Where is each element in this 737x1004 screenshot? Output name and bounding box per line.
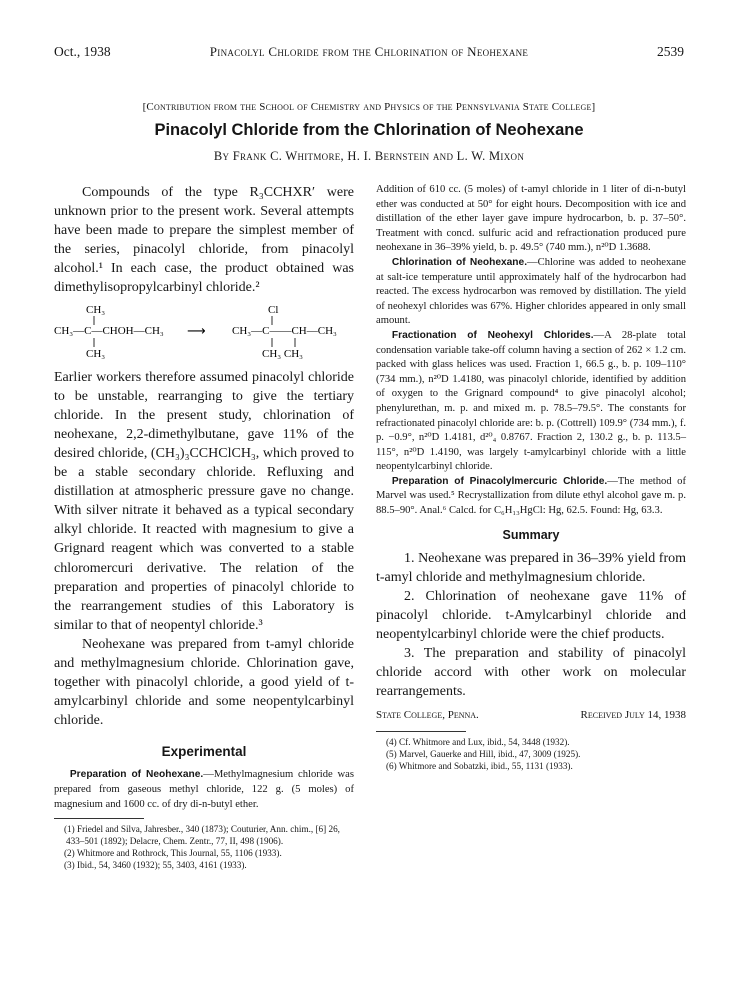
chlorination-paragraph — [376, 256, 686, 329]
discussion-paragraph: Earlier workers therefore assumed pinacolyl chloride to be unstable, rearranging to give the tertiary chloride. In the present study, chlorination of neohexane, 2,2-dimethylbutane, gave 11% of the desired chloride, (CH₃)₃CCHClCH₃, which proved to be a stable secondary chloride. Refluxing and distillation at atmospheric pressure gave no change. With silver nitrate it behaved as a typical secondary alkyl chloride. It reacted with magnesium to give a Grignard reagent which was converted to a stable chloromercuri derivative. The relation of the preparation and properties of pinacolyl chloride to the rearrangement studies of this Laboratory is similar to that of neopentyl chloride.³ — [54, 369, 354, 633]
footnote-1: (1) Friedel and Silva, Jahresber., 340 (1873); Couturier, Ann. chim., [6] 26, 433–501 (1892); Delacre, Chem. Zentr., 77, II, 498 (1906). — [64, 824, 340, 847]
summary-heading: Summary — [502, 527, 560, 542]
footnote-4: (4) Cf. Whitmore and Lux, ibid., 54, 3448 (1932). — [386, 737, 570, 748]
neohexane-paragraph: Neohexane was prepared from t-amyl chloride and methylmagnesium chloride. Chlorination gave, together with pinacolyl chloride, a good yield of t-amylcarbinyl chloride and some neopentylcarbinyl chloride. — [54, 636, 354, 729]
running-title: Pinacolyl Chloride from the Chlorination of Neohexane — [209, 44, 529, 59]
runin-preparation-neohexane: Preparation of Neohexane. — [69, 769, 204, 781]
article-title: Pinacolyl Chloride from the Chlorination of Neohexane — [154, 121, 584, 139]
summary-item-2: 2. Chlorination of neohexane gave 11% of pinacolyl chloride. t-Amylcarbinyl chloride and neopentylcarbinyl chloride were the chief products. — [376, 588, 686, 643]
footnote-rule-left — [54, 818, 144, 819]
page-number: 2539 — [657, 44, 684, 59]
formula-ch3-top-left: CH₃ — [86, 303, 106, 316]
runin-mercuric: Preparation of Pinacolylmercuric Chloride. — [391, 475, 608, 487]
place: State College, Penna. — [376, 709, 479, 722]
left-column — [54, 183, 354, 871]
footnote-5: (5) Marvel, Gauerke and Hill, ibid., 47, 3009 (1925). — [386, 749, 581, 760]
issue-date: Oct., 1938 — [54, 44, 111, 59]
rearrangement-formula — [54, 302, 354, 362]
footnote-2: (2) Whitmore and Rothrock, This Journal, 55, 1106 (1933). — [64, 848, 282, 859]
experimental-heading: Experimental — [161, 744, 247, 760]
summary-item-3: 3. The preparation and stability of pinacolyl chloride accord with other work on molecular rearrangements. — [376, 646, 686, 700]
contribution-line: [Contribution from the School of Chemistry and Physics of the Pennsylvania State College] — [142, 101, 596, 113]
footnote-rule-right — [376, 731, 466, 732]
mercuric-paragraph — [376, 475, 686, 519]
summary-item-1: 1. Neohexane was prepared in 36–39% yield from t-amyl chloride and methylmagnesium chloride. — [376, 550, 686, 585]
formula-graphic — [54, 302, 354, 362]
formula-ch3-bottom-left: CH₃ — [86, 347, 106, 360]
running-header — [54, 44, 684, 64]
author-line: By Frank C. Whitmore, H. I. Bernstein and L. W. Mixon — [213, 149, 525, 163]
footnote-3: (3) Ibid., 54, 3460 (1932); 55, 3403, 4161 (1933). — [64, 860, 247, 871]
exp-neohexane-continued: Addition of 610 cc. (5 moles) of t-amyl chloride in 1 liter of di-n-butyl ether was conducted at 50° for eight hours. Decomposition with ice and distillation of the ether layer gave impure hydrocarbon, b. p. 37–50°. Treatment with concd. sulfuric acid and refractionation produced pure neohexane in 36–39% yield, b. p. 49.5° (740 mm.), n²⁰D 1.3688. — [376, 184, 686, 254]
footnote-6: (6) Whitmore and Sobatzki, ibid., 55, 1131 (1933). — [386, 761, 573, 772]
fractionation-paragraph — [376, 329, 686, 475]
right-column — [376, 183, 686, 772]
formula-arrow: ⟶ — [187, 323, 206, 339]
formula-left-main: CH₃—C—CHOH—CH₃ — [54, 324, 164, 337]
formula-right-main: CH₃—C——CH—CH₃ — [232, 324, 337, 337]
formula-cl: Cl — [268, 303, 279, 316]
received-date: Received July 14, 1938 — [580, 709, 686, 722]
formula-ch3-bottom-right: CH₃ CH₃ — [262, 347, 303, 360]
mercuric-text: —The method of Marvel was used.⁵ Recrystallization from dilute ethyl alcohol gave m. p. 88.5–90°. Anal.⁶ Calcd. for C₆H₁₃HgCl: Hg, 62.5. Found: Hg, 63.3. — [376, 475, 686, 517]
runin-chlorination: Chlorination of Neohexane. — [391, 256, 528, 268]
fractionation-text: —A 28-plate total condensation variable take-off column having a section of 262 × 1.2 cm. packed with glass helices was used. Fraction 1, 66.5 g., b. p. 109–110° (734 mm.), n²⁰D 1.4180, was pinacolyl chloride, identified by addition of oxygen to the Grignard compound⁴ to give pinacolyl alcohol; phenylurethan, m. p. and mixed m. p. 78.5–79.5°. The constants for refractionated pinacolyl chloride are: b. p. (Cottrell) 109.9° (734 mm.), f. p. −0.9°, n²⁰D 1.4181, d²⁰₄ 0.8767. Fraction 2, 130.2 g., b. p. 113.5–115°, n²⁰D 1.4190, was largely t-amylcarbinyl chloride with a little neopentylcarbinyl chloride. — [376, 329, 686, 473]
intro-paragraph: Compounds of the type R₃CCHXR′ were unknown prior to the present work. Several attempts have been made to prepare the simplest member of the series, pinacolyl chloride, from pinacolyl alcohol.¹ In each case, the product obtained was dimethylisopropylcarbinyl chloride.² — [54, 185, 354, 296]
received-line — [376, 709, 686, 725]
exp-neohexane-text: —Methylmagnesium chloride was prepared from gaseous methyl chloride, 122 g. (5 moles) of magnesium and 1600 cc. of dry di-n-butyl ether. — [54, 769, 354, 810]
exp-neohexane-paragraph — [54, 768, 354, 812]
runin-fractionation: Fractionation of Neohexyl Chlorides. — [391, 329, 594, 341]
chlorination-text: —Chlorine was added to neohexane at salt-ice temperature until approximately half of the hydrocarbon had reacted. The excess hydrocarbon was removed by distillation. The yield of neohexyl chlorides was 67%. Higher chlorides appeared in only small amount. — [376, 256, 686, 327]
